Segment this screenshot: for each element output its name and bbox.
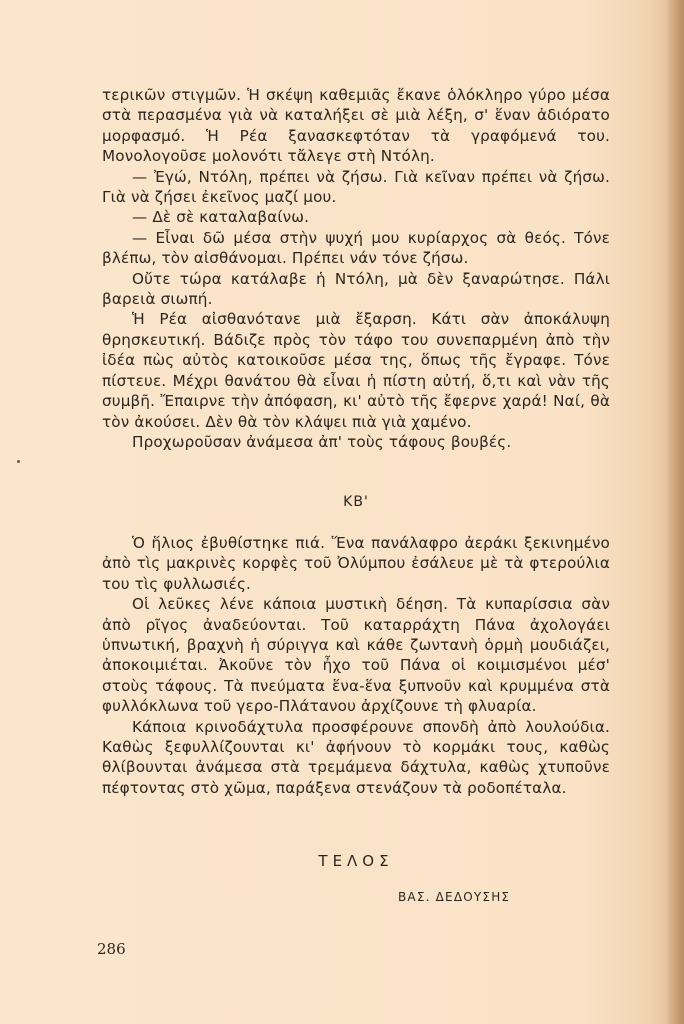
paragraph: Κάποια κρινοδάχτυλα προσφέρουνε σπονδὴ ἀπὸ λουλούδια. Καθὼς ξεφυλλίζουνται κι' ἀφήνουν τὸ κορμάκι τους, καθὼς θλίβουνται ἀνάμεσα στὰ τρεμάμενα δάχτυλα, καθὼς χτυποῦνε πέφτοντας στὸ χῶμα, παράξενα στενάζουν τὰ ροδοπέταλα. xyxy=(102,717,610,797)
paragraph: — Εἶναι δῶ μέσα στὴν ψυχή μου κυρίαρχος σὰ θεός. Τόνε βλέπω, τὸν αἰσθάνομαι. Πρέπει νάν τόνε ζήσω. xyxy=(102,228,610,268)
paragraph: — Δὲ σὲ καταλαβαίνω. xyxy=(132,208,310,227)
paragraph: Ἡ Ρέα αἰσθανότανε μιὰ ἔξαρση. Κάτι σὰν ἀποκάλυψη θρησκευτική. Βάδιζε πρὸς τὸν τάφο του συνεπαρμένη ἀπὸ τὴν ἰδέα πὼς αὐτὸς κατοικοῦσε μέσα της, ὅπως τῆς ἔγραφε. Τόνε πίστευε. Μέχρι θανάτου θὰ εἶναι ἡ πίστη αὐτή, ὅ,τι καὶ νὰν τῆς συμβῆ. Ἔπαιρνε τὴν ἀπόφαση, κι' αὐτὸ τῆς ἔφερνε χαρά! Ναί, θὰ τὸν ἀκούσει. Δὲν θὰ τὸν κλάψει πιὰ γιὰ χαμένο. xyxy=(102,310,610,431)
ink-speck xyxy=(17,460,20,463)
text-block-chapter xyxy=(102,533,610,798)
page-number: 286 xyxy=(97,940,126,958)
page-edge-shadow xyxy=(666,0,684,1024)
author-signature: ΒΑΣ. ΔΕΔΟΥΣΗΣ xyxy=(398,890,511,904)
paragraph: Ὁ ἥλιος ἐβυθίστηκε πιά. Ἕνα πανάλαφρο ἀεράκι ξεκινημένο ἀπὸ τὶς μακρινὲς κορφὲς τοῦ Ὀλύμπου ἐσάλευε μὲ τὰ φτερούλια του τὶς φυλλωσιές. xyxy=(102,534,610,593)
end-mark: ΤΕΛΟΣ xyxy=(318,852,394,870)
paragraph: τερικῶν στιγμῶν. Ἡ σκέψη καθεμιᾶς ἔκανε ὁλόκληρο γύρο μέσα στὰ περασμένα γιὰ νὰ καταλήξει σὲ μιὰ λέξη, σ' ἕναν ἀδιόρατο μορφασμό. Ἡ Ρέα ξανασκεφτόταν τὰ γραφόμενά του. Μονολογοῦσε μολονότι τἄλεγε στὴ Ντόλη. xyxy=(102,86,610,166)
paragraph: — Ἐγώ, Ντόλη, πρέπει νὰ ζήσω. Γιὰ κεῖναν πρέπει νὰ ζήσω. Γιὰ νὰ ζήσει ἐκεῖνος μαζί μου. xyxy=(102,167,610,207)
paragraph: Οἱ λεῦκες λένε κάποια μυστικὴ δέηση. Τὰ κυπαρίσσια σὰν ἀπὸ ρῖγος ἀναδεύονται. Τοῦ καταρράχτη Πάνα ἀχολογάει ὑπνωτική, βραχνὴ ἡ σύριγγα καὶ κάθε ζωντανὴ ὁρμὴ μουδιάζει, ἀποκοιμιέται. Ἀκοῦνε τὸν ἦχο τοῦ Πάνα οἱ κοιμισμένοι μέσ' στοὺς τάφους. Τὰ πνεύματα ἕνα-ἕνα ξυπνοῦν καὶ κρυμμένα στὰ φυλλόκλωνα τοῦ γερο-Πλάτανου ἀρχίζουνε τὴ φλυαρία. xyxy=(102,595,610,716)
paragraph: Οὔτε τώρα κατάλαβε ἡ Ντόλη, μὰ δὲν ξαναρώτησε. Πάλι βαρειὰ σιωπή. xyxy=(102,269,610,309)
text-block-main xyxy=(102,85,610,452)
paragraph: Προχωροῦσαν ἀνάμεσα ἀπ' τοὺς τάφους βουβές. xyxy=(132,432,512,451)
chapter-heading: ΚΒ' xyxy=(343,494,369,510)
